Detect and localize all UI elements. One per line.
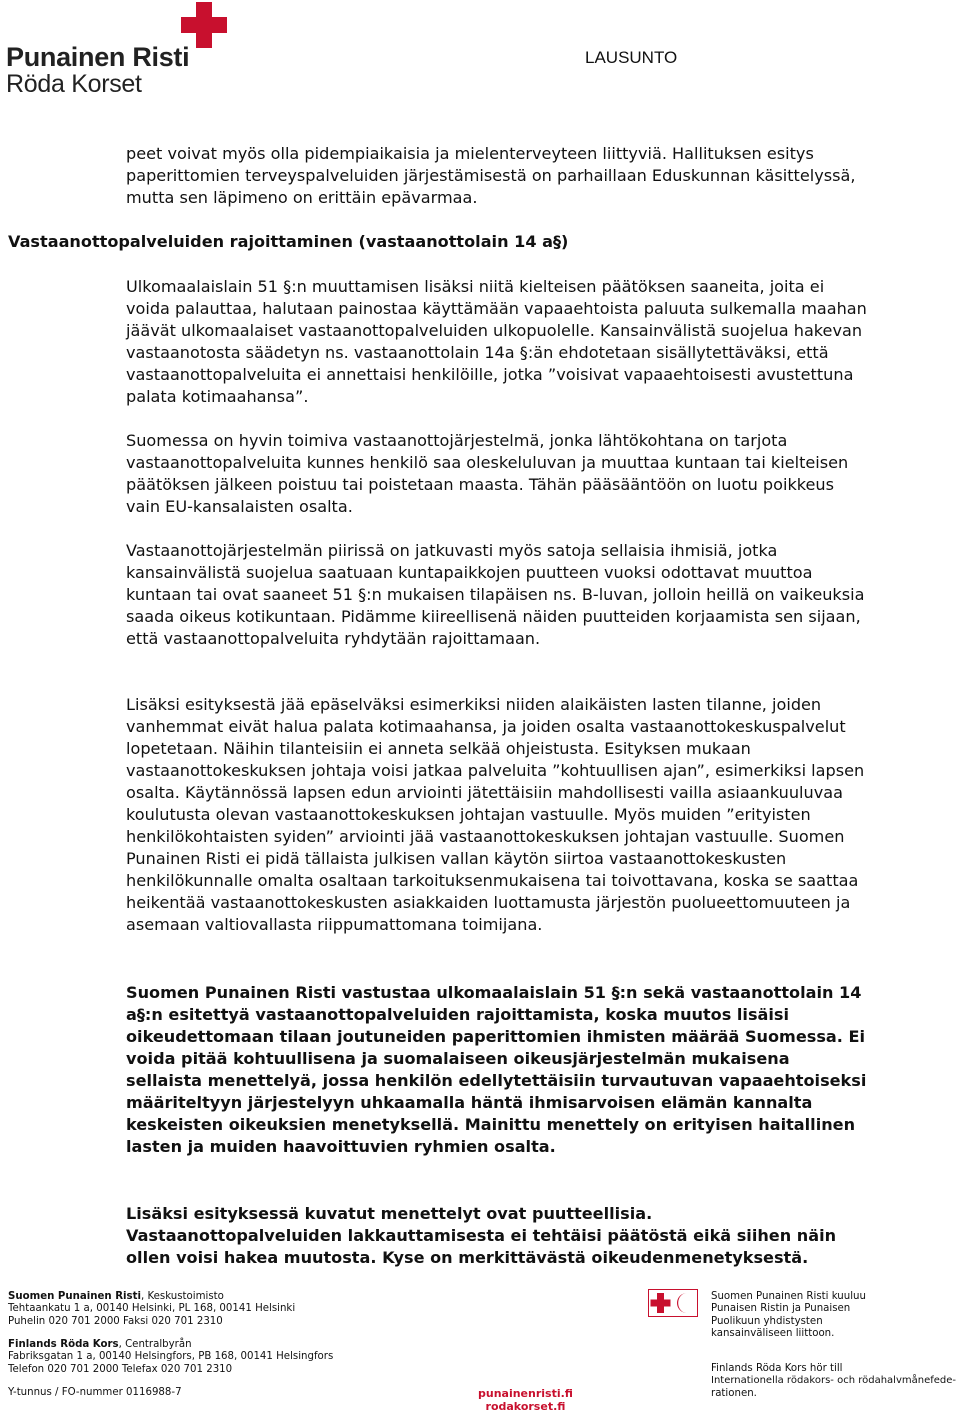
footer-right-line: rationen. <box>711 1388 956 1400</box>
paragraph-2 <box>126 430 868 518</box>
footer-sv-unit: , Centralbyrån <box>119 1339 192 1350</box>
paragraph-3 <box>126 540 868 650</box>
paragraph-4 <box>126 694 868 936</box>
intro-paragraph <box>126 143 868 209</box>
section-heading: Vastaanottopalveluiden rajoittaminen (vastaanottolain 14 a§) <box>8 232 568 251</box>
intro-text: peet voivat myös olla pidempiaikaisia ja mielenterveyteen liittyviä. Hallituksen esitys paperittomien terveyspalveluiden järjestämisestä on parhaillaan Eduskunnan käsittelyssä, mutta sen läpimeno on erittäin epävarmaa. <box>126 143 868 209</box>
bold-paragraph-2 <box>126 1203 868 1269</box>
website-link-sv[interactable]: rodakorset.fi <box>478 1401 573 1413</box>
logo-line-1: Punainen Risti <box>6 42 189 73</box>
footer-fi-address: Tehtaankatu 1 a, 00140 Helsinki, PL 168, 00141 Helsinki <box>8 1303 448 1315</box>
paragraph-text: Vastaanottojärjestelmän piirissä on jatkuvasti myös satoja sellaisia ihmisiä, jotka kansainvälistä suojelua saatuaan kuntapaikkojen puutteen vuoksi odottavat muuttoa kuntaan tai ovat saaneet 51 §:n mukaisen tilapäisen ns. B-luvan, jolloin heillä on vaikeuksia saada oikeus kotikuntaan. Pidämme kiireellisenä näiden puutteiden korjaamista sen sijaan, että vastaanottopalveluita ryhdytään rajoittamaan. <box>126 540 868 650</box>
footer-right-line: Punaisen Ristin ja Punaisen <box>711 1303 956 1315</box>
footer-swedish <box>8 1339 448 1376</box>
website-link-fi[interactable]: punainenristi.fi <box>478 1388 573 1401</box>
footer-links <box>478 1388 573 1413</box>
footer-fi-unit: , Keskustoimisto <box>141 1291 224 1302</box>
red-cross-crescent-icon <box>648 1289 698 1317</box>
footer-right-line: Finlands Röda Kors hör till <box>711 1363 956 1375</box>
footer-right-fi <box>711 1291 956 1340</box>
paragraph-text: Ulkomaalaislain 51 §:n muuttamisen lisäksi niitä kielteisen päätöksen saaneita, joita ei voida palauttaa, halutaan painostaa käyttämään vapaaehtoista paluuta sulkemalla maahan jäävät ulkomaalaiset vastaanottopalveluiden ulkopuolelle. Kansainvälistä suojelua hakevan vastaanotosta säädetyn ns. vastaanottolain 14a §:än ehdotetaan sisällytettäväksi, että vastaanottopalveluita ei annettaisi henkilöille, jotka ”voisivat vapaaehtoisesti avustettuna palata kotimaahansa”. <box>126 276 868 408</box>
paragraph-text: Suomessa on hyvin toimiva vastaanottojärjestelmä, jonka lähtökohtana on tarjota vastaanottopalveluita kunnes henkilö saa oleskeluluvan ja muuttaa kuntaan tai kielteisen päätöksen jälkeen poistuu tai poistetaan maasta. Tähän pääsääntöön on luotu poikkeus vain EU-kansalaisten osalta. <box>126 430 868 518</box>
footer-right-line: kansainväliseen liittoon. <box>711 1328 956 1340</box>
document-type: LAUSUNTO <box>585 48 677 68</box>
footer-fi-phone: Puhelin 020 701 2000 Faksi 020 701 2310 <box>8 1316 448 1328</box>
bold-paragraph-text: Lisäksi esityksessä kuvatut menettelyt ovat puutteellisia. Vastaanottopalveluiden lakkauttamisesta ei tehtäisi päätöstä eikä siihen näin ollen voisi hakea muutosta. Kyse on merkittävästä oikeudenmenetyksestä. <box>126 1203 868 1269</box>
logo <box>6 2 236 98</box>
footer-finnish <box>8 1291 448 1328</box>
paragraph-1 <box>126 276 868 408</box>
footer-sv-address: Fabriksgatan 1 a, 00140 Helsingfors, PB 168, 00141 Helsingfors <box>8 1351 448 1363</box>
paragraph-text: Lisäksi esityksestä jää epäselväksi esimerkiksi niiden alaikäisten lasten tilanne, joiden vanhemmat eivät halua palata kotimaahansa, ja joiden osalta vastaanottokeskuspalvelut lopetetaan. Näihin tilanteisiin ei anneta selkää ohjeistusta. Esityksen mukaan vastaanottokeskuksen johtaja voisi jatkaa palveluita ”kohtuullisen ajan”, esimerkiksi lapsen osalta. Käytännössä lapsen edun arviointi jätettäisiin mahdollisesti vailla asiaankuuluvaa koulutusta olevan vastaanottokeskuksen johtajan vastuulle. Myös muiden ”erityisten henkilökohtaisten syiden” arviointi jää vastaanottokeskuksen johtajan vastuulle. Suomen Punainen Risti ei pidä tällaista julkisen vallan käytön siirtoa vastaanottokeskusten henkilökunnalle omalta osaltaan tarkoituksenmukaisena tai toivottavana, koska se saattaa heikentää vastaanottokeskusten asiakkaiden luottamusta järjestön puolueettomuuteen ja asemaan valtiovallasta riippumattomana toimijana. <box>126 694 868 936</box>
bold-paragraph-1 <box>126 982 868 1158</box>
footer-right-line: Puolikuun yhdistysten <box>711 1316 956 1328</box>
footer-right-sv <box>711 1363 956 1400</box>
footer-sv-phone: Telefon 020 701 2000 Telefax 020 701 2310 <box>8 1364 448 1376</box>
footer-fi-name: Suomen Punainen Risti <box>8 1291 141 1302</box>
footer-right-line: Internationella rödakors- och rödahalvmånefede- <box>711 1375 956 1387</box>
logo-line-2: Röda Korset <box>6 70 142 99</box>
footer-right-line: Suomen Punainen Risti kuuluu <box>711 1291 956 1303</box>
footer-business-id: Y-tunnus / FO-nummer 0116988-7 <box>8 1387 182 1399</box>
footer-sv-name: Finlands Röda Kors <box>8 1339 119 1350</box>
bold-paragraph-text: Suomen Punainen Risti vastustaa ulkomaalaislain 51 §:n sekä vastaanottolain 14 a§:n esitettyä vastaanottopalveluiden rajoittamista, koska muutos lisäisi oikeudettomaan tilaan joutuneiden paperittomien ihmisten määrää Suomessa. Ei voida pitää kohtuullisena ja suomalaiseen oikeusjärjestelmän mukaisena sellaista menettelyä, jossa henkilön edellytettäisiin turvautuvan vapaaehtoiseksi määriteltyyn järjestelyyn uhkaamalla häntä ihmisarvoisen elämän kannalta keskeisten oikeuksien menetyksellä. Mainittu menettely on erityisen haitallinen lasten ja muiden haavoittuvien ryhmien osalta. <box>126 982 868 1158</box>
